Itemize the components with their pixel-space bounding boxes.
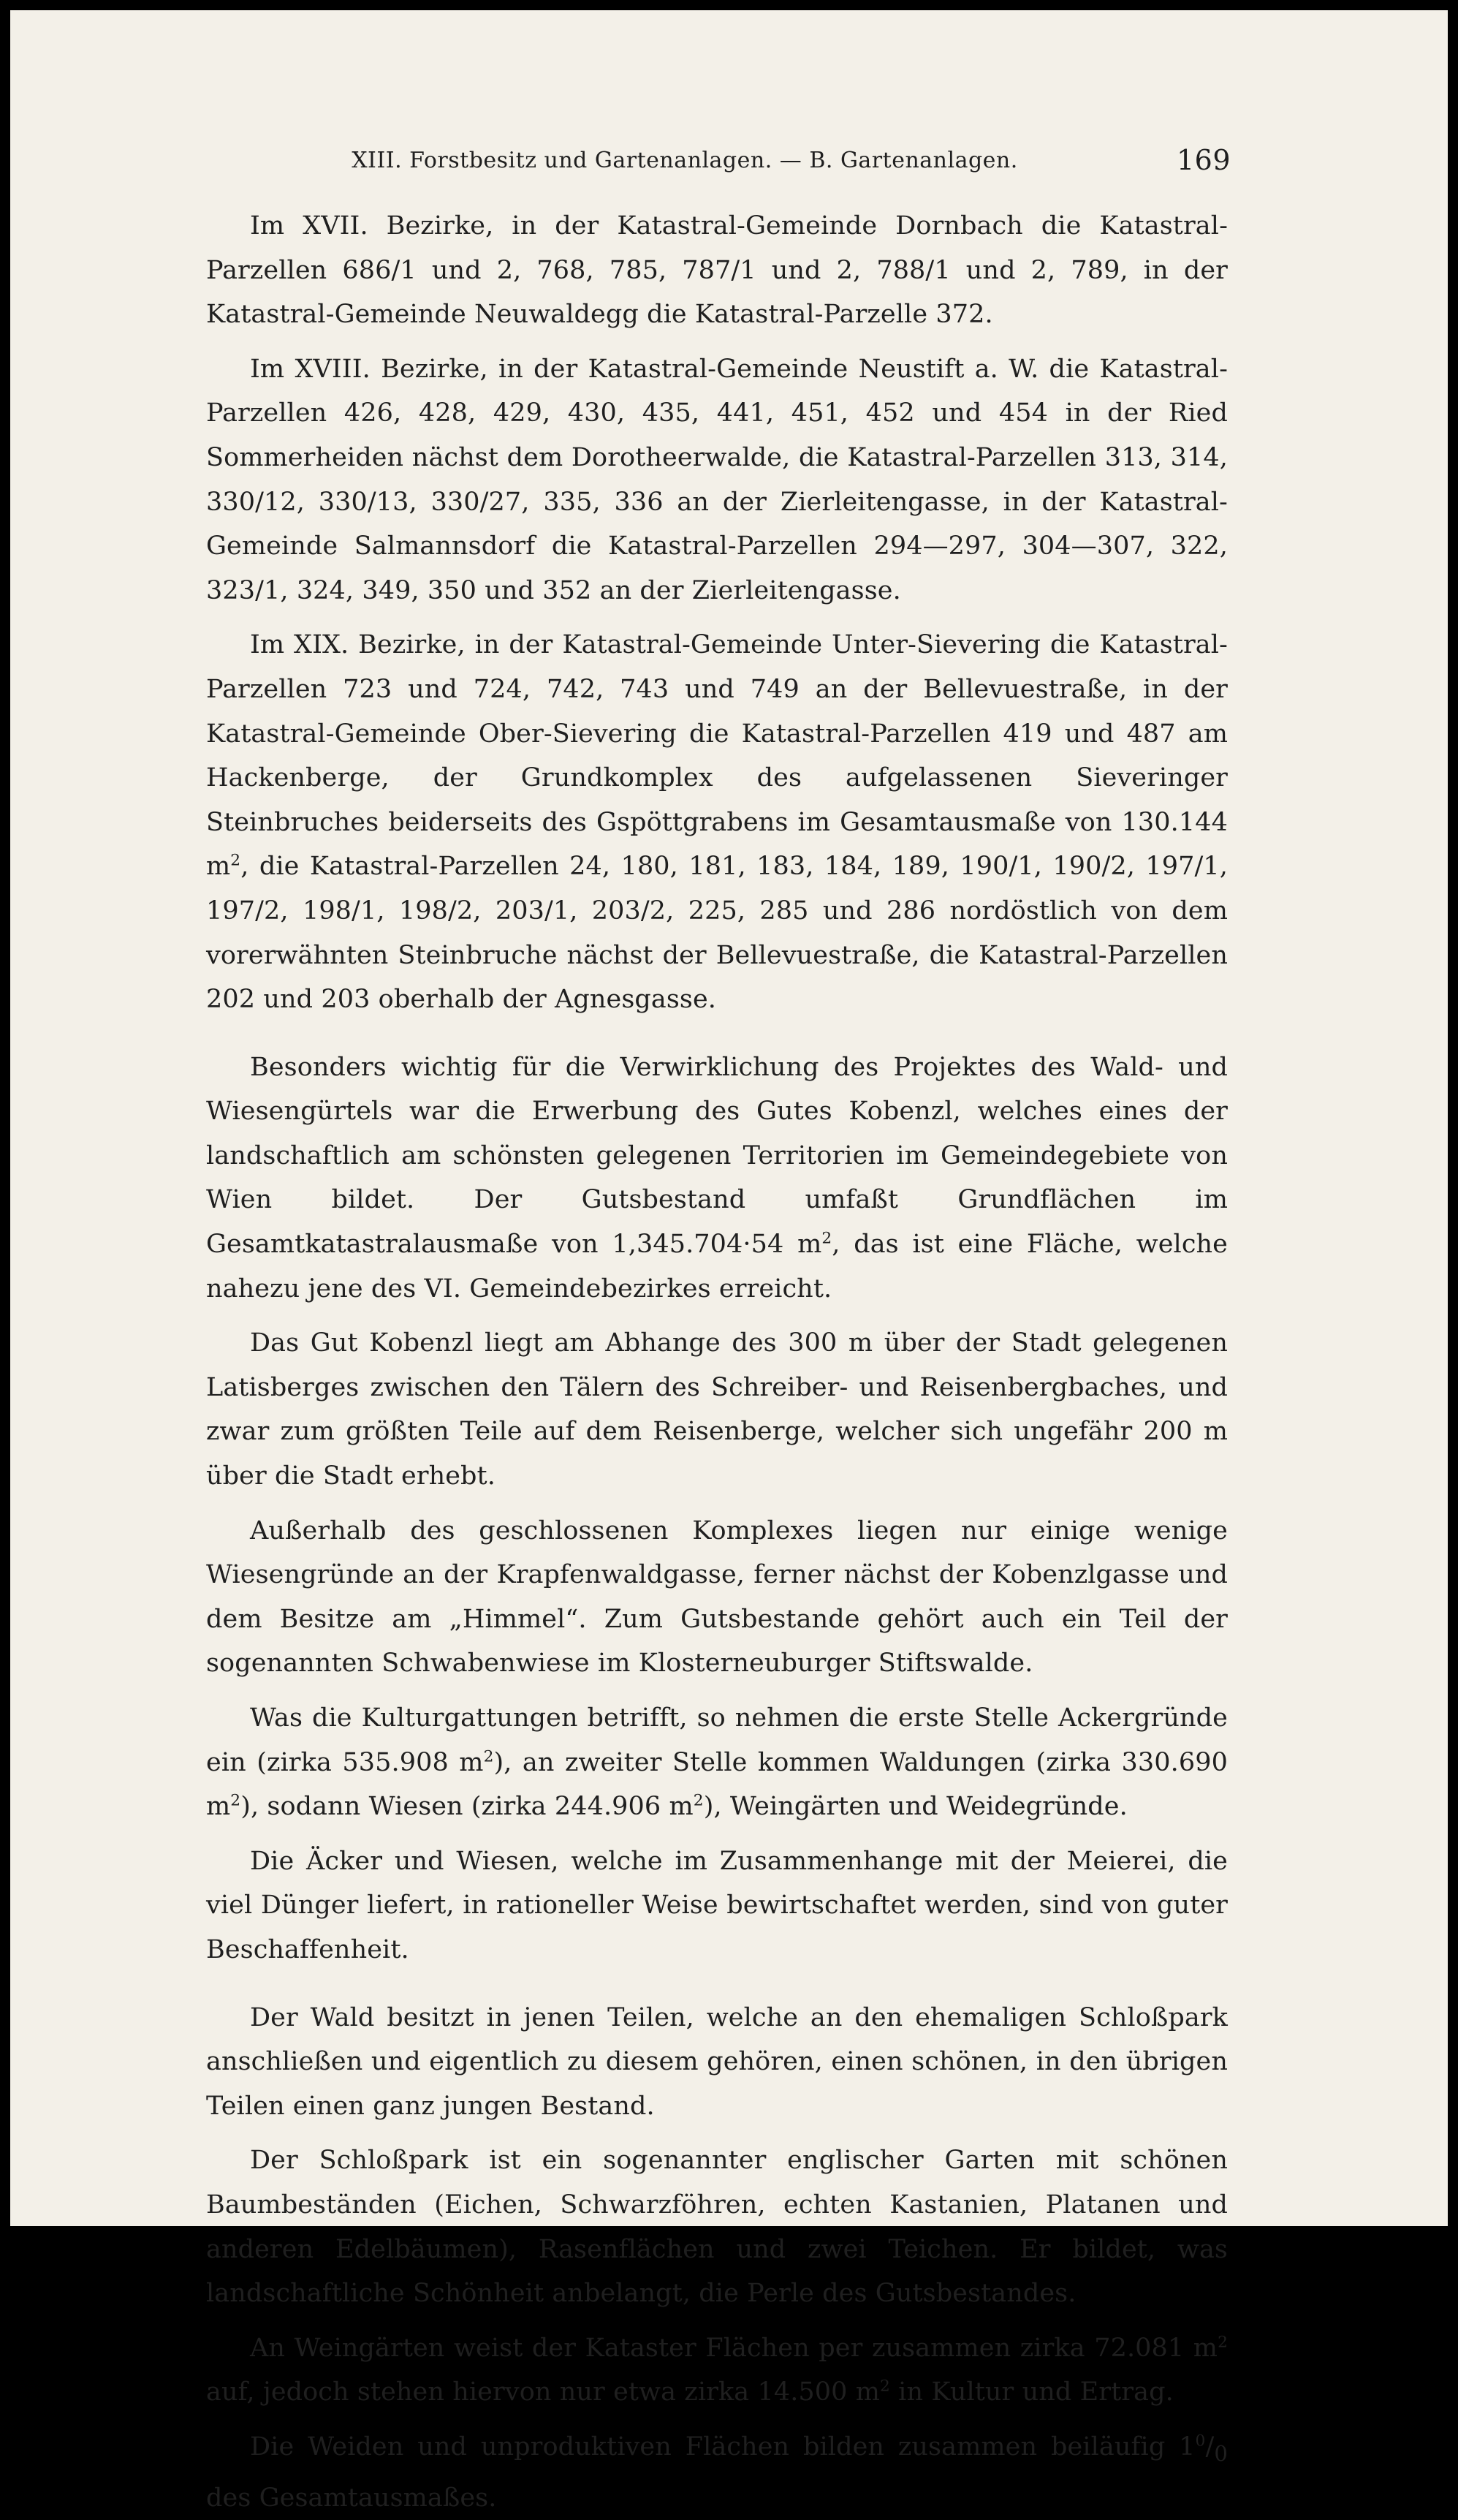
page-body <box>206 204 1228 2520</box>
paragraph-bezirk-17: Im XVII. Bezirke, in der Katastral-Gemeinde Dornbach die Katastral-Parzellen 686/1 und 2, 768, 785, 787/1 und 2, 788/1 und 2, 789, in der Katastral-Gemeinde Neuwaldegg die Katastral-Parzelle 372. <box>206 211 1228 330</box>
paragraph-weiden: Die Weiden und unproduktiven Flächen bilden zusammen beiläufig $1^0/_0$ des Gesamtausmaßes. <box>206 2432 1228 2513</box>
book-page <box>10 10 1448 2513</box>
paragraph-aecker: Die Äcker und Wiesen, welche im Zusammenhange mit der Meierei, die viel Dünger liefert, in rationeller Weise bewirtschaftet werden, sind von guter Beschaffenheit. <box>206 1846 1228 1964</box>
running-title: XIII. Forstbesitz und Gartenanlagen. — B. Gartenanlagen. <box>352 147 1018 173</box>
page-number: 169 <box>1176 144 1231 176</box>
paragraph-bezirk-18: Im XVIII. Bezirke, in der Katastral-Gemeinde Neustift a. W. die Katastral-Parzellen 426, 428, 429, 430, 435, 441, 451, 452 und 454 in der Ried Sommerheiden nächst dem Dorotheerwalde, die Katastral-Parzellen 313, 314, 330/12, 330/13, 330/27, 335, 336 an der Zierleitengasse, in der Katastral-Gemeinde Salmannsdorf die Katastral-Parzellen 294—297, 304—307, 322, 323/1, 324, 349, 350 und 352 an der Zierleitengasse. <box>206 354 1228 605</box>
paragraph-lage: Das Gut Kobenzl liegt am Abhange des 300 m über der Stadt gelegenen Latisberges zwischen den Tälern des Schreiber- und Reisenbergbaches, und zwar zum größten Teile auf dem Reisenberge, welcher sich ungefähr 200 m über die Stadt erhebt. <box>206 1328 1228 1491</box>
paragraph-wald: Der Wald besitzt in jenen Teilen, welche an den ehemaligen Schloßpark anschließen und eigentlich zu diesem gehören, einen schönen, in den übrigen Teilen einen ganz jungen Bestand. <box>206 2002 1228 2121</box>
running-header <box>193 138 1231 182</box>
paragraph-bezirk-19: Im XIX. Bezirke, in der Katastral-Gemeinde Unter-Sievering die Katastral-Parzellen 723 und 724, 742, 743 und 749 an der Bellevuestraße, in der Katastral-Gemeinde Ober-Sievering die Katastral-Parzellen 419 und 487 am Hackenberge, der Grundkomplex des aufgelassenen Sieveringer Steinbruches beiderseits des Gspöttgrabens im Gesamtausmaße von 130.144 $m^2$, die Katastral-Parzellen 24, 180, 181, 183, 184, 189, 190/1, 190/2, 197/1, 197/2, 198/1, 198/2, 203/1, 203/2, 225, 285 und 286 nordöstlich von dem vorerwähnten Steinbruche nächst der Bellevuestraße, die Katastral-Parzellen 202 und 203 oberhalb der Agnesgasse. <box>206 630 1228 1015</box>
paragraph-kulturgattungen: Was die Kulturgattungen betrifft, so nehmen die erste Stelle Ackergründe ein (zirka 535.908 $m^2$), an zweiter Stelle kommen Waldungen (zirka 330.690 $m^2$), sodann Wiesen (zirka 244.906 $m^2$), Weingärten und Weidegründe. <box>206 1703 1228 1822</box>
paragraph-wiesengruende: Außerhalb des geschlossenen Komplexes liegen nur einige wenige Wiesengründe an der Krapfenwaldgasse, ferner nächst der Kobenzlgasse und dem Besitze am „Himmel“. Zum Gutsbestande gehört auch ein Teil der sogenannten Schwabenwiese im Klosterneuburger Stiftswalde. <box>206 1516 1228 1679</box>
paragraph-weingaerten: An Weingärten weist der Kataster Flächen per zusammen zirka 72.081 $m^2$ auf, jedoch stehen hiervon nur etwa zirka 14.500 $m^2$ in Kultur und Ertrag. <box>206 2333 1228 2407</box>
paragraph-schlosspark: Der Schloßpark ist ein sogenannter englischer Garten mit schönen Baumbeständen (Eichen, Schwarzföhren, echten Kastanien, Platanen und anderen Edelbäumen), Rasenflächen und zwei Teichen. Er bildet, was landschaftliche Schönheit anbelangt, die Perle des Gutsbestandes. <box>206 2146 1228 2309</box>
paragraph-gut-kobenzl: Besonders wichtig für die Verwirklichung des Projektes des Wald- und Wiesengürtels war die Erwerbung des Gutes Kobenzl, welches eines der landschaftlich am schönsten gelegenen Territorien im Gemeindegebiete von Wien bildet. Der Gutsbestand umfaßt Grundflächen im Gesamtkatastralausmaße von 1,345.704·54 $m^2$, das ist eine Fläche, welche nahezu jene des VI. Gemeindebezirkes erreicht. <box>206 1052 1228 1303</box>
